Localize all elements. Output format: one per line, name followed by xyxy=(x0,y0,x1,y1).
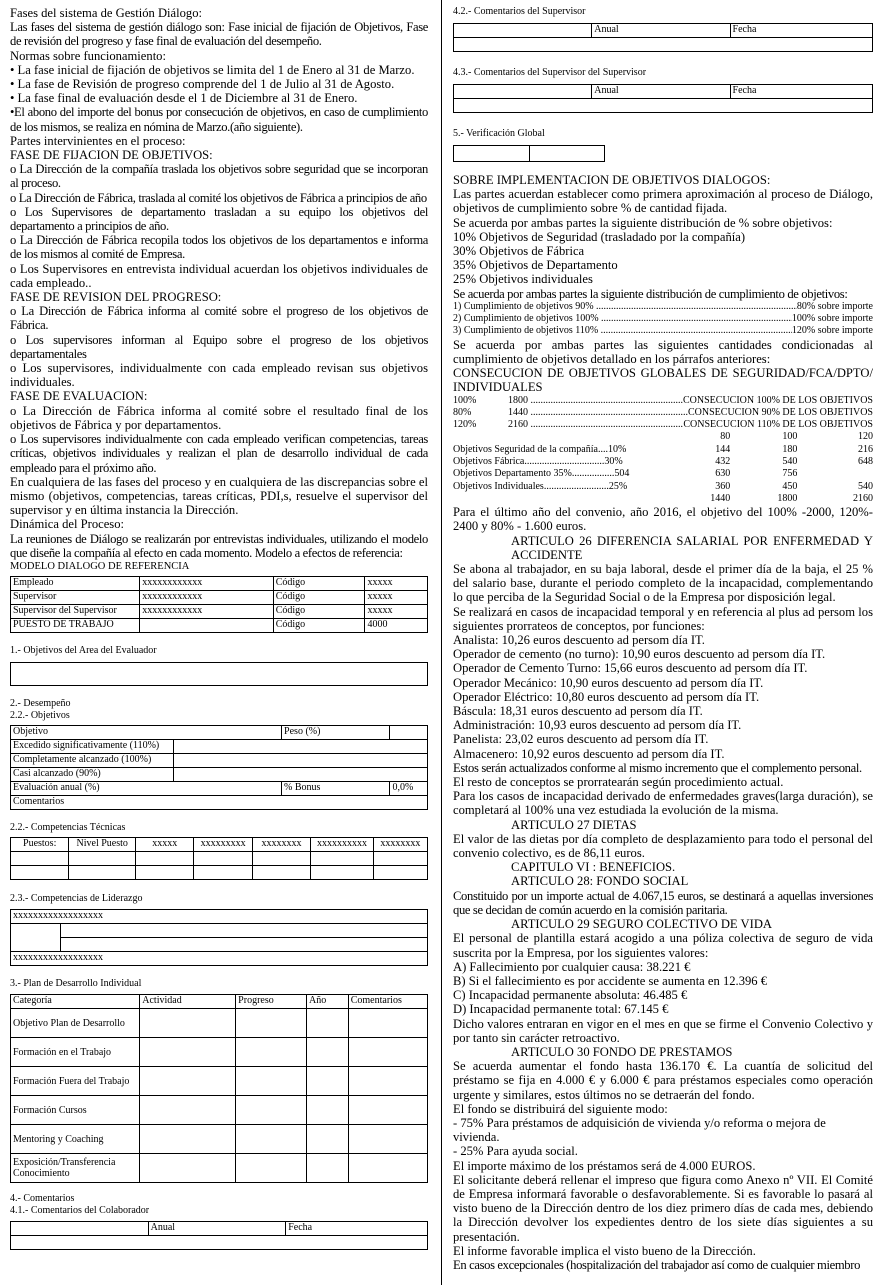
table-cell: 4000 xyxy=(365,619,428,633)
table-row xyxy=(11,782,428,796)
table-cell: Excedido significativamente (110%) xyxy=(11,740,174,754)
table-cell[interactable] xyxy=(311,866,374,880)
table-cell: 120 xyxy=(858,431,873,443)
table-cell[interactable] xyxy=(348,1009,427,1038)
table-row xyxy=(11,1067,428,1096)
table-cell[interactable] xyxy=(11,1222,149,1236)
table-cell: Fecha xyxy=(286,1222,428,1236)
table-cell[interactable] xyxy=(454,146,530,162)
paragraph: Se acuerda por ambas partes las siguientes cantidades condicionadas al cumplimiento de objetivos detallado en los párrafos anteriores: xyxy=(453,337,873,366)
table-cell[interactable] xyxy=(454,99,873,113)
table-row xyxy=(11,591,428,605)
table-cell: Código xyxy=(273,591,365,605)
table-cell xyxy=(797,468,873,480)
table-cell[interactable] xyxy=(348,1096,427,1125)
list-item: - 25% Para ayuda social. xyxy=(453,1144,578,1159)
paragraph: Dicho valores entraran en vigor en el mes en que se firme el Convenio Colectivo y por tanto sin carácter retroactivo. xyxy=(453,1016,873,1045)
table-cell[interactable] xyxy=(69,866,136,880)
table-cell[interactable] xyxy=(140,1067,236,1096)
list-item: A) Fallecimiento por cualquier causa: 38.221 € xyxy=(453,959,691,974)
intro-line: o Los supervisores individualmente con cada empleado verifican competencias, tareas críticas, objetivos individuales y realizan el plan de desarrollo individual de cada empleado para el próximo año. xyxy=(10,432,428,475)
table-cell[interactable] xyxy=(311,852,374,866)
table-row xyxy=(11,995,428,1009)
table-cell: xxxxxxxx xyxy=(252,838,310,852)
section-heading: CONSECUCION DE OBJETIVOS GLOBALES DE SEGURIDAD/FCA/DPTO/ INDIVIDUALES xyxy=(453,366,873,395)
table-cell[interactable] xyxy=(11,852,69,866)
right-column xyxy=(453,6,873,1272)
table-cell xyxy=(140,619,273,633)
section-title: 4.2.- Comentarios del Supervisor xyxy=(453,6,586,17)
table-cell xyxy=(11,938,61,952)
table-row xyxy=(11,838,428,852)
table-cell: 100 xyxy=(782,431,798,443)
chapter-heading: CAPITULO VI : BENEFICIOS. xyxy=(511,860,676,875)
table-cell[interactable] xyxy=(61,938,428,952)
table-cell[interactable] xyxy=(236,1038,307,1067)
table-cell: 80 xyxy=(720,431,731,443)
global-verification-table xyxy=(453,145,605,162)
table-cell xyxy=(11,924,61,938)
table-cell: 540 xyxy=(782,456,798,468)
table-cell[interactable] xyxy=(252,866,310,880)
table-row xyxy=(453,493,873,505)
intro-line: o Los Supervisores de departamento trasladan a su equipo los objetivos del departamento a principios de año. xyxy=(10,204,428,234)
table-row xyxy=(11,726,428,740)
table-cell[interactable] xyxy=(69,852,136,866)
table-cell[interactable] xyxy=(307,1125,349,1154)
table-row xyxy=(11,952,428,966)
table-cell[interactable] xyxy=(236,1125,307,1154)
intro-line: Normas sobre funcionamiento: xyxy=(10,48,166,63)
model-title: MODELO DIALOGO DE REFERENCIA xyxy=(10,560,190,572)
table-row xyxy=(11,577,428,591)
row-pct: 504 xyxy=(614,468,630,480)
compliance-line: 3) Cumplimiento de objetivos 110% ..... 120% sobre importe xyxy=(453,325,873,337)
table-cell: 0,0% xyxy=(390,782,428,796)
table-row: Objetivos Individuales..........................25% 360 450 540 xyxy=(453,480,873,492)
intro-line: • La fase inicial de fijación de objetivos se limita del 1 de Enero al 31 de Marzo. xyxy=(10,62,415,77)
table-cell[interactable] xyxy=(194,852,252,866)
list-item: Panelista: 23,02 euros descuento ad persom día IT. xyxy=(453,732,709,747)
intro-line: •El abono del importe del bonus por consecución de objetivos, en caso de cumplimiento de los mismos, se realiza en nómina de Marzo.(año siguiente). xyxy=(10,105,428,134)
table-cell: 648 xyxy=(858,456,873,468)
table-cell[interactable] xyxy=(390,726,428,740)
section-title: 5.- Verificación Global xyxy=(453,128,545,139)
table-cell: xxxxx xyxy=(136,838,194,852)
consecution-line: 80% 1440 ..... CONSECUCION 90% DE LOS OBJETIVOS xyxy=(453,407,873,419)
intro-line: Dinámica del Proceso: xyxy=(10,517,125,532)
table-row xyxy=(11,1009,428,1038)
table-row xyxy=(11,852,428,866)
list-item: B) Si el fallecimiento es por accidente se aumenta en 12.396 € xyxy=(453,973,768,988)
table-cell: Anual xyxy=(592,24,730,38)
table-cell: xxxxx xyxy=(365,591,428,605)
table-cell: Comentarios xyxy=(348,995,427,1009)
paragraph: Se realizará en casos de incapacidad temporal y en referencia al plus ad persom los siguientes prorrateos de conceptos, por funciones: xyxy=(453,604,873,633)
dialogo-implementation xyxy=(453,173,873,1272)
row-pct: 25% xyxy=(608,480,628,492)
supervisor-of-supervisor-comments-table xyxy=(453,84,873,113)
paragraph: Se acuerda aumentar el fondo hasta 136.170 €. La cuantía de solicitud del préstamo se fija en 4.000 € y 6.000 € para préstamos especiales como operación urgente y similares, estos últimos no se detraerán del fondo. xyxy=(453,1059,873,1102)
table-row xyxy=(11,910,428,924)
table-cell: 540 xyxy=(858,480,873,492)
article-heading: ARTICULO 30 FONDO DE PRESTAMOS xyxy=(511,1044,733,1059)
intro-line: En cualquiera de las fases del proceso y en cualquiera de las discrepancias sobre el mismo (objetivos, competencias, tareas críticas, PDI,s, resuelve el supervisor del supervisor y en última instancia la Dirección. xyxy=(10,474,428,518)
table-cell[interactable] xyxy=(348,1154,427,1183)
leadership-competencies-table xyxy=(10,909,428,966)
table-cell: Supervisor del Supervisor xyxy=(11,605,140,619)
table-cell: 360 xyxy=(715,480,731,492)
table-cell: xxxxxxxxxx xyxy=(311,838,374,852)
section-title: 3.- Plan de Desarrollo Individual xyxy=(10,978,142,990)
table-row xyxy=(11,924,428,938)
table-cell: Objetivo xyxy=(11,726,282,740)
table-cell[interactable] xyxy=(173,740,427,754)
intro-line: o La Dirección de Fábrica recopila todos los objetivos de los departamentos e informa de los mismos al comité de Empresa. xyxy=(10,233,428,262)
table-cell[interactable] xyxy=(307,1038,349,1067)
table-cell: xxxxxxxxxxxx xyxy=(140,591,273,605)
table-row xyxy=(11,1222,428,1236)
paragraph: En casos excepcionales (hospitalización del trabajador así como de cualquier miembro xyxy=(453,1257,861,1272)
table-cell: Comentarios xyxy=(11,796,174,810)
section-heading: FASE DE FIJACION DE OBJETIVOS: xyxy=(10,148,213,163)
table-cell: xxxxxxxxxxxxxxxxxx xyxy=(11,910,428,924)
row-label: Objetivos Fábrica xyxy=(453,456,525,468)
table-cell: Mentoring y Coaching xyxy=(11,1125,140,1154)
table-cell: xxxxxxxxxxxxxxxxxx xyxy=(11,952,428,966)
table-cell[interactable] xyxy=(11,1236,428,1250)
table-cell: 180 xyxy=(782,443,798,455)
table-row xyxy=(11,1154,428,1183)
table-cell: 2160 xyxy=(853,492,873,504)
table-cell: Anual xyxy=(592,85,730,99)
table-cell: 432 xyxy=(715,456,731,468)
table-cell: Año xyxy=(307,995,349,1009)
article-heading: ARTICULO 26 DIFERENCIA SALARIAL POR ENFERMEDAD Y ACCIDENTE xyxy=(511,533,873,562)
row-label: Objetivos Seguridad de la compañía xyxy=(453,443,598,455)
table-cell: Código xyxy=(273,577,365,591)
list-item: Operador Eléctrico: 10,80 euros descuento ad persom día IT. xyxy=(453,689,760,704)
paragraph: El resto de conceptos se prorratearán según procedimiento actual. xyxy=(453,775,784,790)
table-cell: Casi alcanzado (90%) xyxy=(11,768,174,782)
table-row xyxy=(454,24,873,38)
table-cell[interactable] xyxy=(236,1154,307,1183)
table-cell[interactable] xyxy=(373,852,427,866)
table-cell[interactable] xyxy=(61,924,428,938)
intro-line: Partes intervinientes en el proceso: xyxy=(10,133,186,148)
left-column xyxy=(10,6,428,1250)
paragraph: El valor de las dietas por día completo de desplazamiento para todo el personal del convenio colectivo, es de 86,11 euros. xyxy=(453,831,873,861)
intro-line: o La Dirección de Fábrica informa al comité sobre el resultado final de los objetivos de Fábrica y por departamentos. xyxy=(10,403,428,432)
table-cell[interactable] xyxy=(173,754,427,768)
list-item: Báscula: 18,31 euros descuento ad persom día IT. xyxy=(453,704,703,719)
table-cell[interactable] xyxy=(348,1125,427,1154)
section-heading: FASE DE EVALUACION: xyxy=(10,389,148,404)
paragraph: 30% Objetivos de Fábrica xyxy=(453,244,585,259)
table-cell: Formación Cursos xyxy=(11,1096,140,1125)
intro-line: o Los supervisores informan al Equipo sobre el progreso de los objetivos departamentales xyxy=(10,332,428,361)
row-label: Objetivos Individuales xyxy=(453,480,544,492)
table-cell[interactable] xyxy=(236,1009,307,1038)
list-item: Administración: 10,93 euros descuento ad persom día IT. xyxy=(453,718,742,733)
paragraph: Estos serán actualizados conforme al mismo incremento que el complemento personal. xyxy=(453,760,862,775)
table-row xyxy=(11,1125,428,1154)
intro-line: o La Dirección de la compañía traslada los objetivos sobre seguridad que se incorporan al proceso. xyxy=(10,162,428,191)
paragraph: El solicitante deberá rellenar el impreso que figura como Anexo nº VII. El Comité de Empresa informará favorable o desfavorablemente. Si es favorable lo pasará al visto bueno de la Dirección dentro de los diez primero días de cada mes, debiendo la Dirección devolver los expedientes dentro de los siete días siguientes a su presentación. xyxy=(453,1172,873,1244)
table-cell[interactable] xyxy=(454,24,592,38)
table-cell[interactable] xyxy=(307,1067,349,1096)
table-row xyxy=(454,85,873,99)
table-row xyxy=(11,866,428,880)
table-cell[interactable] xyxy=(348,1067,427,1096)
section-title: 4.1.- Comentarios del Colaborador xyxy=(10,1205,150,1217)
table-row xyxy=(11,1096,428,1125)
section-title: 2.- Desempeño xyxy=(10,698,71,710)
table-row xyxy=(11,938,428,952)
table-cell: Progreso xyxy=(236,995,307,1009)
list-item: C) Incapacidad permanente absoluta: 46.485 € xyxy=(453,988,688,1003)
paragraph: Se acuerda por ambas partes la siguiente distribución de cumplimiento de objetivos: xyxy=(453,286,848,301)
consecution-line: 120% 2160 ..... CONSECUCION 110% DE LOS OBJETIVOS xyxy=(453,419,873,431)
list-item: Analista: 10,26 euros descuento ad persom día IT. xyxy=(453,633,705,648)
table-row: Objetivos Departamento 35%.................504 630 756 xyxy=(453,468,873,480)
table-cell: xxxxxxxxxxxx xyxy=(140,605,273,619)
paragraph: El fondo se distribuirá del siguiente modo: xyxy=(453,1101,668,1116)
table-cell: Categoría xyxy=(11,995,140,1009)
table-cell: xxxxxxxxx xyxy=(194,838,252,852)
table-cell[interactable] xyxy=(454,38,873,52)
table-cell[interactable] xyxy=(136,866,194,880)
table-row: Objetivos Seguridad de la compañía....10% 144 180 216 xyxy=(453,443,873,455)
table-row xyxy=(454,146,605,162)
amounts-table xyxy=(453,431,873,505)
table-cell[interactable] xyxy=(194,866,252,880)
article-heading: ARTICULO 27 DIETAS xyxy=(511,817,637,832)
section-title: 4.3.- Comentarios del Supervisor del Supervisor xyxy=(453,67,647,78)
table-cell[interactable] xyxy=(373,866,427,880)
intro-line: • La fase de Revisión de progreso comprende del 1 de Julio al 31 de Agosto. xyxy=(10,77,395,92)
table-cell: 216 xyxy=(858,443,873,455)
table-cell[interactable] xyxy=(140,1009,236,1038)
table-cell[interactable] xyxy=(236,1067,307,1096)
table-cell[interactable] xyxy=(454,85,592,99)
table-cell: Código xyxy=(273,619,365,633)
section-title: 4.- Comentarios xyxy=(10,1193,75,1205)
objectives-table xyxy=(10,725,428,810)
paragraph: Las partes acuerdan establecer como primera aproximación al proceso de Diálogo, objetivos de cumplimiento sobre % de cantidad fijada. xyxy=(453,187,873,216)
table-cell: xxxxx xyxy=(365,577,428,591)
table-row xyxy=(454,99,873,113)
model-table xyxy=(10,576,428,633)
intro-line: o Los supervisores, individualmente con cada empleado revisan sus objetivos individuales. xyxy=(10,361,428,390)
list-item: - 75% Para préstamos de adquisición de vivienda y/o reforma o mejora de vivienda. xyxy=(453,1115,826,1145)
paragraph: Se acuerda por ambas partes la siguiente distribución de % sobre objetivos: xyxy=(453,215,833,230)
table-cell: PUESTO DE TRABAJO xyxy=(11,619,140,633)
table-cell[interactable] xyxy=(136,852,194,866)
table-cell[interactable] xyxy=(140,1125,236,1154)
table-cell: Exposición/Transferencia Conocimiento xyxy=(11,1154,140,1183)
table-cell: Anual xyxy=(148,1222,286,1236)
compliance-line: 1) Cumplimiento de objetivos 90% ..... 80% sobre importe xyxy=(453,301,873,313)
row-label: Objetivos Departamento 35% xyxy=(453,468,572,480)
consecution-line: 100% 1800 ..... CONSECUCION 100% DE LOS OBJETIVOS xyxy=(453,395,873,407)
list-item: Almacenero: 10,92 euros descuento ad persom día IT. xyxy=(453,746,725,761)
supervisor-comments-table xyxy=(453,23,873,52)
section-heading: FASE DE REVISION DEL PROGRESO: xyxy=(10,290,222,305)
table-cell[interactable] xyxy=(173,768,427,782)
table-cell[interactable] xyxy=(307,1096,349,1125)
table-cell: 144 xyxy=(715,443,731,455)
paragraph: 25% Objetivos individuales xyxy=(453,272,593,287)
table-row xyxy=(454,38,873,52)
table-cell: 450 xyxy=(782,480,798,492)
development-plan-table xyxy=(10,994,428,1183)
table-row xyxy=(11,619,428,633)
table-cell: xxxxx xyxy=(365,605,428,619)
table-cell: Código xyxy=(273,605,365,619)
collaborator-comments-table xyxy=(10,1221,428,1250)
intro-line: • La fase final de evaluación desde el 1 de Diciembre al 31 de Enero. xyxy=(10,91,358,106)
table-cell: Completamente alcanzado (100%) xyxy=(11,754,174,768)
list-item: Operador de Cemento Turno: 15,66 euros descuento ad persom día IT. xyxy=(453,661,808,676)
column-divider xyxy=(441,0,442,1285)
table-cell: % Bonus xyxy=(282,782,390,796)
table-cell[interactable] xyxy=(307,1154,349,1183)
table-cell[interactable] xyxy=(307,1009,349,1038)
table-cell: xxxxxxxxxxxx xyxy=(140,577,273,591)
paragraph: Constituido por un importe actual de 4.067,15 euros, se destinará a aquellas inversiones que se decidan de común acuerdo en la comisión paritaria. xyxy=(453,888,873,917)
paragraph: Para el último año del convenio, año 2016, el objetivo del 100% -2000, 120%- 2400 y 80% - 1.600 euros. xyxy=(453,505,873,534)
list-item: Operador de cemento (no turno): 10,90 euros descuento ad persom día IT. xyxy=(453,647,826,662)
intro-line: o Los Supervisores en entrevista individual acuerdan los objetivos individuales de cada empleado.. xyxy=(10,261,428,290)
table-row xyxy=(11,768,428,782)
paragraph: El importe máximo de los préstamos será de 4.000 EUROS. xyxy=(453,1158,756,1173)
table-cell[interactable] xyxy=(173,796,427,810)
table-cell: Fecha xyxy=(730,24,872,38)
table-cell: Supervisor xyxy=(11,591,140,605)
section-heading: SOBRE IMPLEMENTACION DE OBJETIVOS DIALOGOS: xyxy=(453,173,771,187)
table-cell[interactable] xyxy=(11,866,69,880)
table-cell: Actividad xyxy=(140,995,236,1009)
table-cell: Puestos: xyxy=(11,838,69,852)
paragraph: El informe favorable implica el visto bueno de la Dirección. xyxy=(453,1243,756,1258)
table-cell[interactable] xyxy=(140,1038,236,1067)
table-row xyxy=(453,431,873,443)
intro-line: Fases del sistema de Gestión Diálogo: xyxy=(10,6,203,20)
intro-line: o La Dirección de Fábrica, traslada al comité los objetivos de Fábrica a principios de año xyxy=(10,190,427,205)
table-cell[interactable] xyxy=(236,1096,307,1125)
table-cell: Fecha xyxy=(730,85,872,99)
paragraph: 35% Objetivos de Departamento xyxy=(453,258,618,273)
table-cell[interactable] xyxy=(348,1038,427,1067)
table-cell[interactable] xyxy=(140,1096,236,1125)
evaluator-objectives-box[interactable] xyxy=(10,662,428,686)
table-row xyxy=(11,754,428,768)
list-item: Operador Mecánico: 10,90 euros descuento ad persom día IT. xyxy=(453,675,764,690)
intro-line: Las fases del sistema de gestión diálogo son: Fase inicial de fijación de Objetivos, Fase de revisión del progreso y fase final de evaluación del desempeño. xyxy=(10,20,428,49)
paragraph: Se abona al trabajador, en su baja laboral, desde el primer día de la baja, el 25 % del salario base, durante el periodo completo de la incapacidad, complementando lo que perciba de la Seguridad Social o de la Empresa por disposición legal. xyxy=(453,562,873,605)
table-cell: 1440 xyxy=(710,492,731,504)
table-cell: Formación Fuera del Trabajo xyxy=(11,1067,140,1096)
row-pct: 10% xyxy=(607,443,627,455)
table-cell: Objetivo Plan de Desarrollo xyxy=(11,1009,140,1038)
table-cell[interactable] xyxy=(529,146,605,162)
section-title: 2.3.- Competencias de Liderazgo xyxy=(10,893,143,905)
row-pct: 30% xyxy=(604,456,623,468)
table-row xyxy=(11,1038,428,1067)
table-cell: 630 xyxy=(715,468,731,480)
table-cell: 1800 xyxy=(777,492,798,504)
table-row xyxy=(11,796,428,810)
article-heading: ARTICULO 29 SEGURO COLECTIVO DE VIDA xyxy=(511,917,773,932)
table-cell: 756 xyxy=(782,468,798,480)
paragraph: Para los casos de incapacidad derivado de enfermedades graves(larga duración), se completará al 100% una vez estudiada la evolución de la misma. xyxy=(453,789,873,818)
table-cell: Nivel Puesto xyxy=(69,838,136,852)
intro-line: La reuniones de Diálogo se realizarán por entrevistas individuales, utilizando el modelo que diseñe la compañía al efecto en cada momento. Modelo a efectos de referencia: xyxy=(10,531,428,560)
table-cell[interactable] xyxy=(140,1154,236,1183)
intro-line: o La Dirección de Fábrica informa al comité sobre el progreso de los objetivos de Fábrica. xyxy=(10,304,428,333)
table-row: Objetivos Fábrica................................30% 432 540 648 xyxy=(453,456,873,468)
section-title: 2.2.- Objetivos xyxy=(10,710,70,722)
table-cell: Peso (%) xyxy=(282,726,390,740)
paragraph: El personal de plantilla estará acogido a una póliza colectiva de seguro de vida suscrita por la Empresa, por los siguientes valores: xyxy=(453,931,873,960)
table-row xyxy=(11,605,428,619)
table-cell[interactable] xyxy=(252,852,310,866)
table-cell: Evaluación anual (%) xyxy=(11,782,282,796)
paragraph: 10% Objetivos de Seguridad (trasladado por la compañía) xyxy=(453,229,746,244)
list-item: D) Incapacidad permanente total: 67.145 € xyxy=(453,1002,669,1017)
table-row xyxy=(11,740,428,754)
compliance-line: 2) Cumplimiento de objetivos 100% ..... 100% sobre importe xyxy=(453,313,873,325)
table-cell: xxxxxxxx xyxy=(373,838,427,852)
technical-competencies-table xyxy=(10,837,428,880)
section-title: 1.- Objetivos del Area del Evaluador xyxy=(10,645,157,657)
table-cell: Empleado xyxy=(11,577,140,591)
article-heading: ARTICULO 28: FONDO SOCIAL xyxy=(511,874,689,889)
table-row xyxy=(11,1236,428,1250)
section-title: 2.2.- Competencias Técnicas xyxy=(10,822,126,834)
table-cell: Formación en el Trabajo xyxy=(11,1038,140,1067)
